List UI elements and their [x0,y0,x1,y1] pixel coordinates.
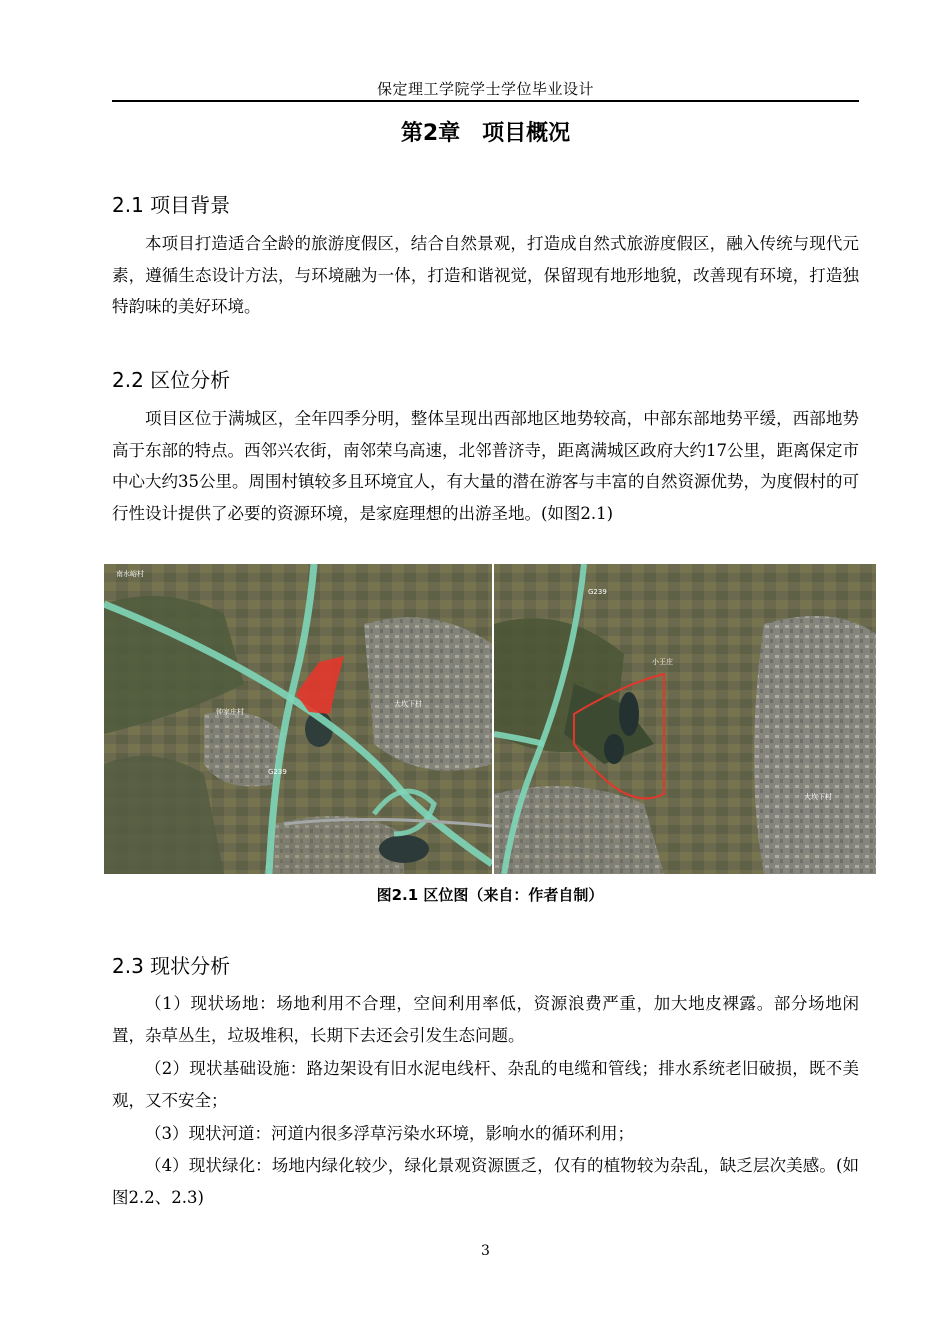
header-rule [112,100,859,102]
left-map-label-1: 南水峪村 [116,570,144,578]
figure-caption: 图2.1 区位图（来自：作者自制） [376,886,604,904]
left-map [104,564,492,874]
list-item: （1）现状场地：场地利用不合理，空间利用率低，资源浪费严重，加大地皮裸露。部分场地闲置，杂草丛生，垃圾堆积，长期下去还会引发生态问题。 [112,994,859,1045]
left-map-label-2: 钟家庄村 [216,708,244,716]
section-paragraph-2-2: 项目区位于满城区，全年四季分明，整体呈现出西部地区地势较高，中部东部地势平缓，西部地势高于东部的特点。西邻兴农街，南邻荣乌高速，北邻普济寺，距离满城区政府大约17公里，距离保定市中心大约35公里。周围村镇较多且环境宜人，有大量的潜在游客与丰富的自然资源优势，为度假村的可行性设计提供了必要的资源环境，是家庭理想的出游圣地。(如图2.1) [112,409,859,523]
right-map-label-1: 小王庄 [652,658,673,666]
section-heading-2-1: 2.1 项目背景 [112,193,231,217]
left-map-label-3: 大坎下村 [394,700,422,708]
chapter-title: 第2章 项目概况 [400,121,571,146]
page-number: 3 [481,1243,490,1259]
section-heading-2-3: 2.3 现状分析 [112,954,231,978]
list-item: （3）现状河道：河道内很多浮草污染水环境，影响水的循环利用； [145,1124,634,1143]
right-map [494,564,876,874]
list-item: （4）现状绿化：场地内绿化较少，绿化景观资源匮乏，仅有的植物较为杂乱，缺乏层次美感。(如图2.2、2.3) [112,1156,859,1207]
location-map-figure [104,564,876,874]
list-item: （2）现状基础设施：路边架设有旧水泥电线杆、杂乱的电缆和管线；排水系统老旧破损，既不美观，又不安全； [112,1059,859,1110]
left-map-label-4: G239 [268,768,287,776]
section-paragraph-2-1: 本项目打造适合全龄的旅游度假区，结合自然景观，打造成自然式旅游度假区，融入传统与现代元素，遵循生态设计方法，与环境融为一体，打造和谐视觉，保留现有地形地貌，改善现有环境，打造独特韵味的美好环境。 [112,234,859,316]
section-heading-2-2: 2.2 区位分析 [112,368,231,392]
satellite-maps [104,564,876,874]
page-header: 保定理工学院学士学位毕业设计 [376,80,594,98]
right-map-label-3: G239 [588,588,607,596]
right-map-label-2: 大坎下村 [804,793,832,801]
